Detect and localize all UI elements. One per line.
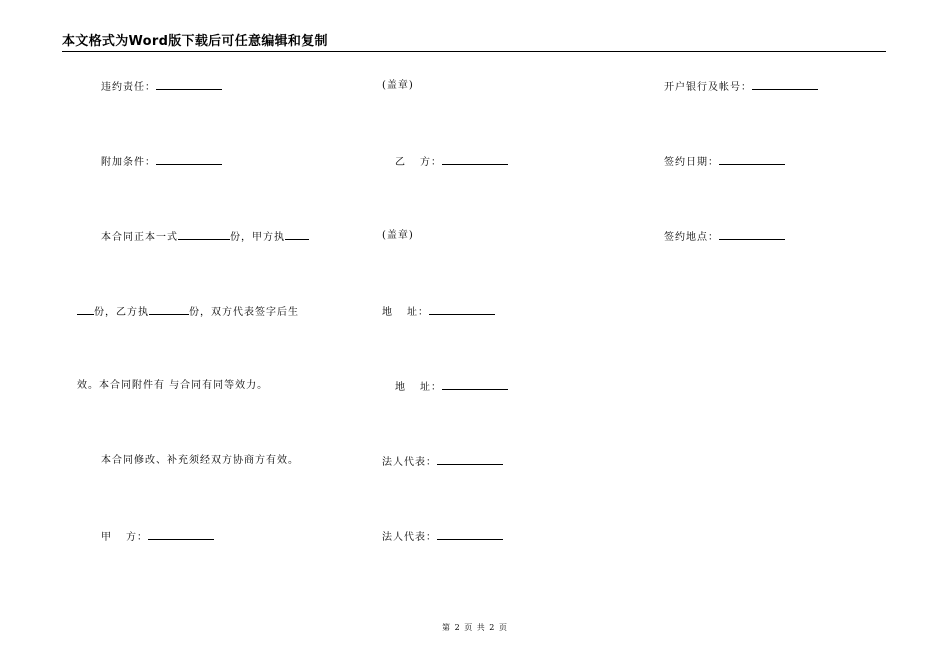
party-a-blank[interactable] [148, 529, 214, 540]
bank-account-blank[interactable] [752, 79, 818, 90]
legal-rep-line-2 [382, 529, 503, 545]
legal-rep-label-2: 法人代表： [382, 532, 437, 543]
party-a-copies-blank-cont[interactable] [77, 304, 94, 315]
breach-liability-blank[interactable] [156, 79, 222, 90]
signing-place-label: 签约地点： [664, 232, 719, 243]
party-b-label-1: 乙 [395, 157, 406, 168]
breach-liability-label: 违约责任： [101, 82, 156, 93]
copies-label: 本合同正本一式 [101, 232, 178, 243]
breach-liability-line [101, 79, 222, 95]
amendment-line [101, 454, 299, 468]
legal-rep-line-1 [382, 454, 503, 470]
party-a-label-1: 甲 [101, 532, 112, 543]
additional-conditions-line [101, 154, 222, 170]
effective-text: 效。本合同附件有 与合同有同等效力。 [77, 380, 269, 391]
legal-rep-label-1: 法人代表： [382, 457, 437, 468]
party-a-copies-blank[interactable] [285, 229, 309, 240]
additional-conditions-blank[interactable] [156, 154, 222, 165]
address-label-1a: 地 [382, 307, 393, 318]
party-a-label-2: 方： [126, 532, 148, 543]
seal-line-1 [382, 79, 414, 93]
signing-date-line [664, 154, 785, 170]
seal-label-1: (盖章) [382, 80, 414, 91]
address-blank-1[interactable] [429, 304, 495, 315]
legal-rep-blank-1[interactable] [437, 454, 503, 465]
party-b-copies-label: 份，乙方执 [94, 307, 149, 318]
signing-date-label: 签约日期： [664, 157, 719, 168]
bank-account-line [664, 79, 818, 95]
copies-line-2 [77, 304, 299, 320]
signing-place-line [664, 229, 785, 245]
signing-date-blank[interactable] [719, 154, 785, 165]
address-label-1b: 址： [407, 307, 429, 318]
signing-place-blank[interactable] [719, 229, 785, 240]
legal-rep-blank-2[interactable] [437, 529, 503, 540]
seal-label-2: (盖章) [382, 230, 414, 241]
copies-total-blank[interactable] [178, 229, 230, 240]
address-blank-2[interactable] [442, 379, 508, 390]
party-a-copies-label: 份，甲方执 [230, 232, 285, 243]
amendment-text: 本合同修改、补充须经双方协商方有效。 [101, 455, 299, 466]
page-header [62, 34, 886, 52]
header-title: 本文格式为Word版下载后可任意编辑和复制 [62, 34, 328, 49]
party-a-line [101, 529, 214, 545]
bank-account-label: 开户银行及帐号： [664, 82, 752, 93]
address-label-2b: 址： [420, 382, 442, 393]
party-b-label-2: 方： [420, 157, 442, 168]
party-b-blank[interactable] [442, 154, 508, 165]
party-b-copies-blank[interactable] [149, 304, 189, 315]
signing-effective-label: 份，双方代表签字后生 [189, 307, 299, 318]
party-b-line [395, 154, 508, 170]
address-line-2 [395, 379, 508, 395]
effective-line [77, 379, 268, 393]
additional-conditions-label: 附加条件： [101, 157, 156, 168]
address-line-1 [382, 304, 495, 320]
seal-line-2 [382, 229, 414, 243]
page-footer: 第 2 页 共 2 页 [442, 623, 508, 632]
address-label-2a: 地 [395, 382, 406, 393]
copies-line-1 [101, 229, 309, 245]
